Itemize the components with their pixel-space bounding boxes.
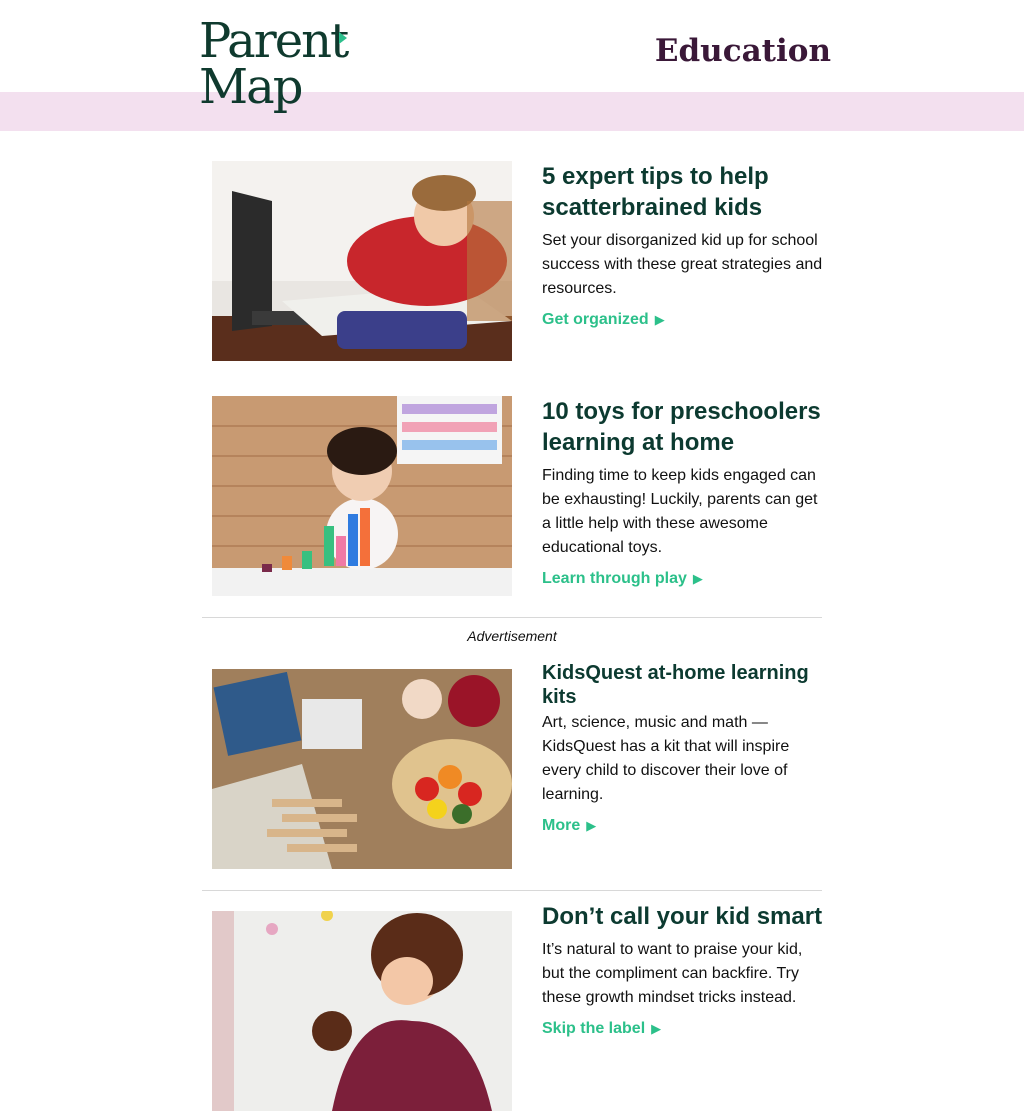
header [0, 0, 1024, 115]
logo-line-1: Parent [199, 13, 348, 69]
article-text [542, 901, 824, 1038]
logo-line-2: Map [199, 59, 302, 115]
article-title[interactable]: Don’t call your kid smart [542, 903, 823, 930]
play-arrow-icon: ▶ [654, 312, 665, 327]
article-image[interactable] [212, 669, 512, 869]
divider [202, 617, 822, 618]
get-organized-link[interactable] [542, 311, 665, 329]
article-image[interactable] [212, 396, 512, 596]
article-title[interactable]: 5 expert tips to help scatterbrained kids [542, 163, 769, 221]
cta-label: Get organized [542, 311, 649, 328]
skip-the-label-link[interactable] [542, 1020, 661, 1038]
article-text [542, 161, 824, 329]
learn-through-play-link[interactable] [542, 570, 703, 588]
header-band [0, 92, 1024, 131]
article-description: It’s natural to want to praise your kid, but the compliment can backfire. Try these growth mindset tricks instead. [542, 941, 803, 1006]
article-title[interactable]: 10 toys for preschoolers learning at home [542, 398, 821, 456]
cta-label: Learn through play [542, 570, 687, 587]
logo-arrow-icon [339, 32, 347, 44]
play-arrow-icon: ▶ [586, 818, 597, 833]
parentmap-logo[interactable] [199, 13, 359, 118]
article-text [542, 396, 824, 588]
article-text [542, 661, 824, 835]
article-description: Art, science, music and math — KidsQuest has a kit that will inspire every child to discover their love of learning. [542, 714, 790, 803]
play-arrow-icon: ▶ [651, 1021, 662, 1036]
advertisement-label: Advertisement [467, 628, 557, 644]
cta-label: Skip the label [542, 1020, 646, 1037]
more-link[interactable] [542, 817, 596, 835]
play-arrow-icon: ▶ [692, 571, 703, 586]
article-title[interactable]: KidsQuest at-home learning kits [542, 662, 809, 708]
article-image[interactable] [212, 911, 512, 1111]
article-description: Set your disorganized kid up for school success with these great strategies and resources. [542, 232, 823, 297]
article-description: Finding time to keep kids engaged can be exhausting! Luckily, parents can get a little help with these awesome educational toys. [542, 467, 818, 556]
cta-label: More [542, 817, 581, 834]
section-title: Education [654, 33, 831, 69]
article-image[interactable] [212, 161, 512, 361]
divider [202, 890, 822, 891]
